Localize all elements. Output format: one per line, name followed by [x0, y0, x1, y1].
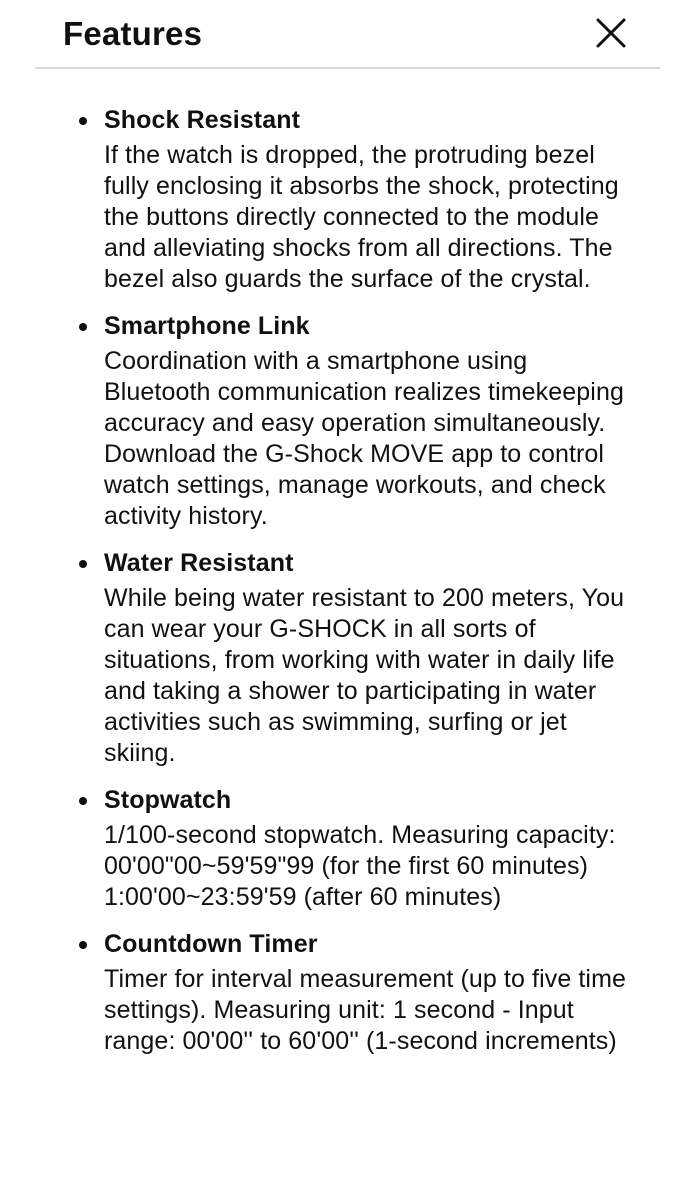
feature-title: Water Resistant [104, 549, 294, 577]
feature-stopwatch [0, 783, 695, 913]
bullet-icon [79, 323, 87, 331]
bullet-icon [79, 560, 87, 568]
header-divider [35, 67, 660, 69]
close-button[interactable] [588, 10, 634, 56]
bullet-icon [79, 117, 87, 125]
feature-smartphone-link [0, 309, 695, 532]
modal-header [0, 0, 695, 68]
feature-description: 1/100-second stopwatch. Measuring capacity: 00'00"00~59'59"99 (for the first 60 minutes) 1:00'00~23:59'59 (after 60 minutes) [104, 821, 616, 911]
feature-title: Smartphone Link [104, 312, 310, 340]
feature-description: Timer for interval measurement (up to five time settings). Measuring unit: 1 second - Input range: 00'00'' to 60'00'' (1-second increments) [104, 965, 626, 1055]
feature-title: Countdown Timer [104, 930, 318, 958]
feature-description: Coordination with a smartphone using Bluetooth communication realizes timekeeping accuracy and easy operation simultaneously. Download the G-Shock MOVE app to control watch settings, manage workouts, and check activity history. [104, 347, 624, 530]
close-icon [595, 17, 627, 49]
features-list [0, 103, 695, 1071]
feature-shock-resistant [0, 103, 695, 295]
bullet-icon [79, 941, 87, 949]
page-title: Features [63, 15, 203, 52]
feature-countdown-timer [0, 927, 695, 1057]
feature-title: Stopwatch [104, 786, 232, 814]
bullet-icon [79, 797, 87, 805]
feature-description: While being water resistant to 200 meters, You can wear your G-SHOCK in all sorts of situations, from working with water in daily life and taking a shower to participating in water activities such as swimming, surfing or jet skiing. [104, 584, 625, 767]
feature-title: Shock Resistant [104, 106, 301, 134]
feature-description: If the watch is dropped, the protruding bezel fully enclosing it absorbs the shock, protecting the buttons directly connected to the module and alleviating shocks from all directions. The bezel also guards the surface of the crystal. [104, 141, 619, 293]
feature-water-resistant [0, 546, 695, 769]
